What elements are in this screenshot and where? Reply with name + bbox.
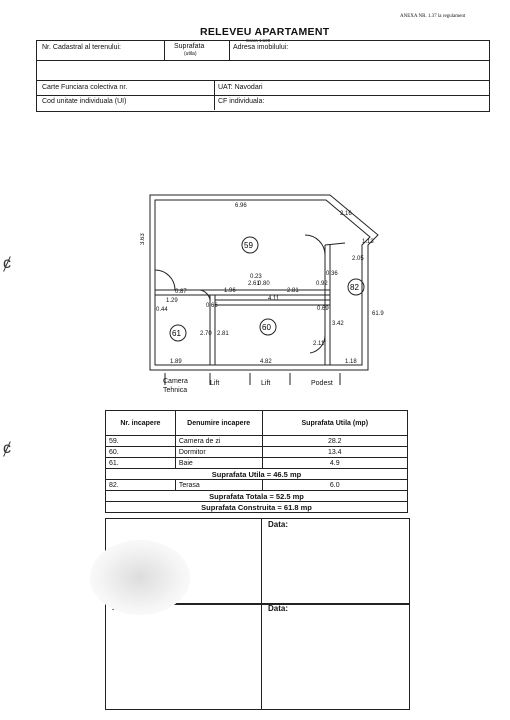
dim-label: 2.61 — [248, 281, 260, 287]
cell-name: Baie — [175, 458, 262, 469]
cell-nr: 61. — [106, 458, 176, 469]
dim-label: 2.16 — [340, 211, 352, 217]
rooms-table — [105, 410, 408, 513]
room-number: 60 — [262, 323, 271, 332]
dim-label: 1.89 — [170, 359, 182, 365]
uat-label: UAT: Navodari — [218, 84, 263, 91]
punch-hole-icon: ȼ — [3, 255, 11, 272]
dim-label: 0.66 — [206, 303, 218, 309]
scale-label: Scara 1:100 — [246, 38, 271, 43]
dim-label: 2.81 — [217, 331, 229, 337]
dim-label: 0.44 — [156, 307, 168, 313]
dim-label: 1.96 — [224, 288, 236, 294]
data-label: Data: — [268, 604, 289, 613]
dim-label: 1.29 — [166, 298, 178, 304]
dim-label: 6.96 — [235, 203, 247, 209]
dim-label: 61.9 — [372, 311, 384, 317]
dim-label: 1.18 — [345, 359, 357, 365]
punch-hole-icon: ȼ — [3, 440, 11, 457]
dim-label: 4.11 — [268, 296, 280, 302]
data-label: Data: — [268, 520, 289, 529]
dim-label: 2.05 — [352, 256, 364, 262]
unit-code-label: Cod unitate individuala (UI) — [42, 98, 127, 105]
dim-label: 0.87 — [175, 289, 187, 295]
stamp-image — [90, 540, 190, 615]
divider — [261, 603, 262, 709]
cell-name: Dormitor — [175, 447, 262, 458]
cadastral-label: Nr. Cadastral al terenului: — [42, 44, 121, 51]
cell-area: 13.4 — [262, 447, 407, 458]
table-row — [106, 480, 408, 491]
dim-label: 0.69 — [317, 306, 329, 312]
annex-label: ANEXA NR. 1.37 la regulament — [400, 14, 466, 19]
room-number: 59 — [244, 241, 253, 250]
divider — [261, 518, 262, 604]
total-area: Suprafata Totala = 52.5 mp — [106, 491, 408, 502]
dim-label: 2.70 — [200, 331, 212, 337]
cell-area: 28.2 — [262, 436, 407, 447]
cell-name: Terasa — [175, 480, 262, 491]
col-header-name: Denumire incapere — [175, 411, 262, 436]
camera-label: Camera — [163, 378, 188, 385]
built-area: Suprafata Construita = 61.8 mp — [106, 502, 408, 513]
dim-label: 0.92 — [316, 281, 328, 287]
dim-label: 0.23 — [250, 274, 262, 280]
table-row — [106, 447, 408, 458]
divider — [36, 80, 490, 81]
lift-label: Lift — [210, 380, 220, 387]
cell-nr: 60. — [106, 447, 176, 458]
cell-area: 6.0 — [262, 480, 407, 491]
dim-label: 1.13 — [362, 239, 374, 245]
door-arc — [155, 270, 175, 290]
dim-label: 0.80 — [258, 281, 270, 287]
surface-sub-label: (utila) — [184, 51, 197, 57]
divider — [36, 95, 490, 96]
cell-nr: 82. — [106, 480, 176, 491]
table-row — [106, 436, 408, 447]
surface-label: Suprafata — [174, 43, 205, 50]
table-row — [106, 458, 408, 469]
total-useful: Suprafata Utila = 46.5 mp — [106, 469, 408, 480]
door-arc — [305, 235, 325, 255]
cf-label: CF individuala: — [218, 98, 265, 105]
address-label: Adresa imobilului: — [233, 44, 289, 51]
partition-wall — [325, 243, 345, 245]
col-header-nr: Nr. incapere — [106, 411, 176, 436]
dim-label: 3.63 — [140, 233, 146, 245]
land-book-label: Carte Funciara colectiva nr. — [42, 84, 128, 91]
divider — [214, 80, 215, 110]
dim-label: 4.82 — [260, 359, 272, 365]
floor-plan — [140, 185, 390, 395]
cell-nr: 59. — [106, 436, 176, 447]
room-number: 82 — [350, 283, 359, 292]
cell-name: Camera de zi — [175, 436, 262, 447]
dim-label: 3.42 — [332, 321, 344, 327]
dim-label: 0.36 — [326, 271, 338, 277]
cell-area: 4.9 — [262, 458, 407, 469]
divider — [164, 40, 165, 60]
dim-label: 2.81 — [287, 288, 299, 294]
podest-label: Podest — [311, 380, 333, 387]
divider — [36, 60, 490, 61]
divider — [229, 40, 230, 60]
dim-label: 2.11 — [313, 341, 325, 347]
signature-box-bottom — [105, 603, 410, 710]
lift-label: Lift — [261, 380, 271, 387]
tehnica-label: Tehnica — [163, 387, 188, 394]
page-title: RELEVEU APARTAMENT — [200, 26, 330, 38]
col-header-area: Suprafata Utila (mp) — [262, 411, 407, 436]
room-number: 61 — [172, 329, 181, 338]
